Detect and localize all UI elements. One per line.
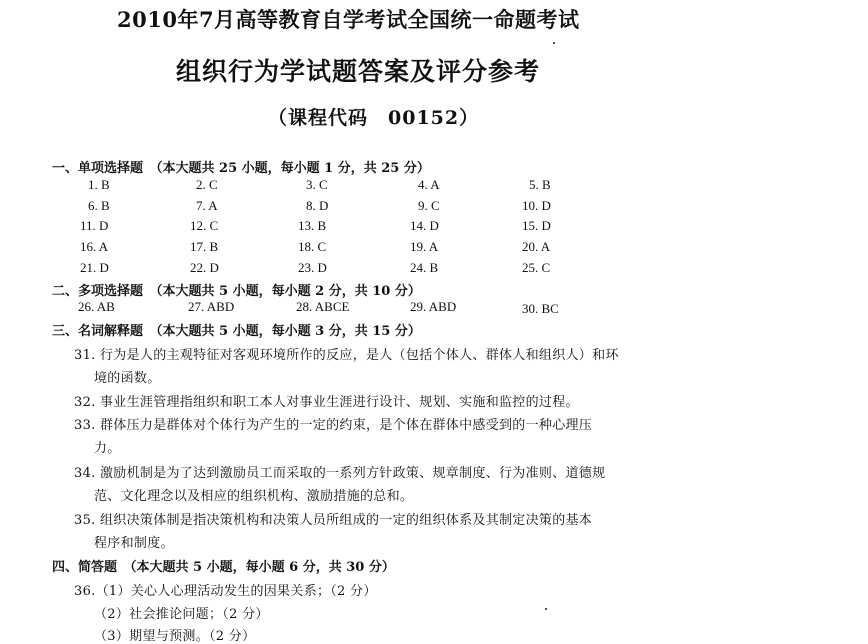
answer-16: 16. A [80, 239, 109, 254]
answer-27: 27. ABD [188, 299, 235, 314]
document-title: 组织行为学试题答案及评分参考 [176, 57, 541, 86]
answer-9: 9. C [418, 198, 440, 213]
answer-17: 17. B [190, 239, 219, 254]
answer-7: 7. A [196, 198, 218, 213]
answer-1: 1. B [88, 177, 110, 192]
answer-4: 4. A [418, 177, 440, 192]
answer-12: 12. C [190, 218, 219, 233]
scan-speck [545, 608, 547, 610]
answer-2: 2. C [196, 177, 218, 192]
answer-14: 14. D [410, 218, 439, 233]
answer-23: 23. D [298, 260, 327, 275]
answer-29: 29. ABD [410, 299, 457, 314]
answer-35-line-2: 程序和制度。 [94, 536, 174, 551]
answer-34-line-2: 范、文化理念以及相应的组织机构、激励措施的总和。 [94, 489, 414, 504]
answer-36-line-3: （3）期望与预测。（2 分） [94, 629, 256, 644]
answer-15: 15. D [522, 218, 551, 233]
section-4-title: 四、简答题 （本大题共 5 小题，每小题 6 分，共 30 分） [52, 560, 395, 575]
answer-26: 26. AB [78, 299, 115, 314]
answer-3: 3. C [306, 177, 328, 192]
answer-20: 20. A [522, 239, 551, 254]
answer-21: 21. D [80, 260, 109, 275]
answer-28: 28. ABCE [296, 299, 350, 314]
section-3-title: 三、名词解释题 （本大题共 5 小题，每小题 3 分，共 15 分） [52, 324, 421, 339]
answer-35-line-1: 35. 组织决策体制是指决策机构和决策人员所组成的一定的组织体系及其制定决策的基本 [74, 513, 593, 528]
answer-22: 22. D [190, 260, 219, 275]
answer-33-line-1: 33. 群体压力是群体对个体行为产生的一定的约束，是个体在群体中感受到的一种心理压 [74, 418, 593, 433]
answer-36-line-1: 36.（1）关心人心理活动发生的因果关系；（2 分） [74, 584, 377, 599]
answer-18: 18. C [298, 239, 327, 254]
answer-19: 19. A [410, 239, 439, 254]
answer-25: 25. C [522, 260, 551, 275]
answer-24: 24. B [410, 260, 439, 275]
answer-10: 10. D [522, 198, 551, 213]
course-code: （课程代码 00152） [268, 107, 480, 129]
answer-11: 11. D [80, 218, 109, 233]
answer-31-line-2: 境的函数。 [94, 371, 161, 386]
answer-31-line-1: 31. 行为是人的主观特征对客观环境所作的反应，是人（包括个体人、群体人和组织人）和环 [74, 348, 619, 363]
answer-6: 6. B [88, 198, 110, 213]
answer-34-line-1: 34. 激励机制是为了达到激励员工而采取的一系列方针政策、规章制度、行为准则、道德规 [74, 466, 606, 481]
answer-33-line-2: 力。 [94, 441, 121, 456]
section-2-title: 二、多项选择题 （本大题共 5 小题，每小题 2 分，共 10 分） [52, 284, 421, 299]
answer-36-line-2: （2）社会推论问题；（2 分） [94, 607, 269, 622]
exam-header-line: 2010年7月高等教育自学考试全国统一命题考试 [117, 7, 580, 32]
answer-13: 13. B [298, 218, 327, 233]
answer-32: 32. 事业生涯管理指组织和职工本人对事业生涯进行设计、规划、实施和监控的过程。 [74, 395, 579, 410]
answer-30: 30. BC [522, 301, 559, 316]
section-1-title: 一、单项选择题 （本大题共 25 小题，每小题 1 分，共 25 分） [52, 161, 430, 176]
scan-speck [553, 42, 555, 44]
answer-5: 5. B [529, 177, 551, 192]
answer-8: 8. D [306, 198, 329, 213]
